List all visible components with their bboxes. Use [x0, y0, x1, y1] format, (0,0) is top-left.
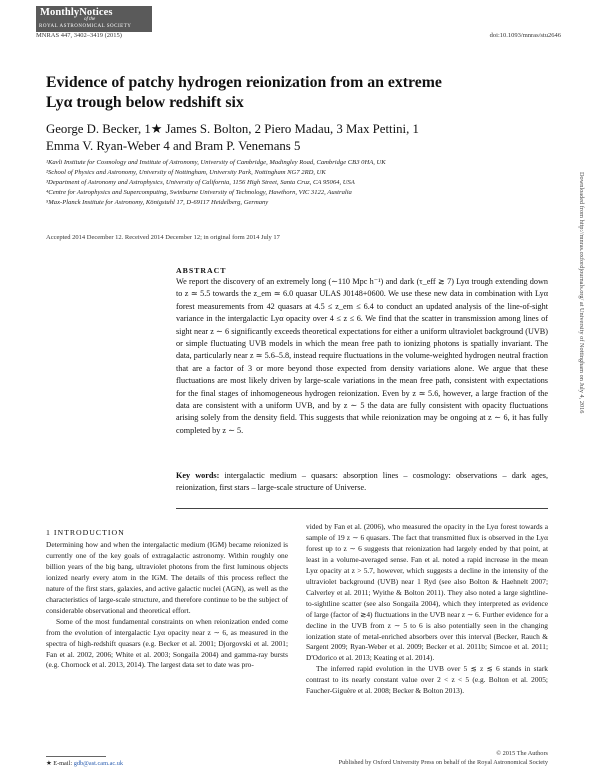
keywords-label: Key words:: [176, 471, 220, 480]
download-note-text: Downloaded from http://mnras.oxfordjournals.org/ at University of Nottingham on July 4, 2016: [578, 172, 585, 414]
keywords: [176, 470, 548, 494]
affiliation-1: ¹Kavli Institute for Cosmology and Institute of Astronomy, University of Cambridge, Madingley Road, Cambridge CB3 0HA, UK: [46, 159, 386, 166]
footnote-divider: [46, 756, 106, 757]
journal-logo-line1: MonthlyNotices: [40, 7, 113, 18]
email-link[interactable]: gdb@ast.cam.ac.uk: [73, 760, 124, 767]
affiliation-3: ³Department of Astronomy and Astrophysics, University of California, 1156 High Street, Santa Cruz, CA 95064, USA: [46, 178, 355, 186]
affiliation-5: ⁵Max-Planck Institute for Astronomy, Königstuhl 17, D-69117 Heidelberg, Germany: [46, 198, 269, 206]
author-list: [46, 121, 516, 154]
doi-link[interactable]: doi:10.1093/mnras/stu2646: [489, 32, 561, 39]
paper-title: [46, 73, 516, 113]
author-line1: George D. Becker, 1★ James S. Bolton, 2 Piero Madau, 3 Max Pettini, 1: [46, 122, 419, 136]
intro-paragraph-4: The inferred rapid evolution in the UVB over 5 ≲ z ≲ 6 stands in stark contrast to its nearly constant value over 2 < z < 5 (e.g. Bolton et al. 2005; Faucher-Giguère et al. 2008; Becker & Bolton 2013).: [306, 664, 548, 696]
accepted-dates: Accepted 2014 December 12. Received 2014 December 12; in original form 2014 July 17: [46, 234, 280, 241]
journal-logo: [36, 6, 152, 32]
journal-logo-line2: of the: [84, 17, 96, 22]
abstract-text: We report the discovery of an extremely long (∼110 Mpc h⁻¹) and dark (τ_eff ≳ 7) Lyα trough extending down to z ≃ 5.5 towards the z_em ≃ 6.0 quasar ULAS J0148+0600. We use these new data in combination with Lyα forest measurements from 42 quasars at 4.5 ≤ z_em ≤ 6.4 to conduct an updated analysis of the line-of-sight variance in the intergalactic Lyα opacity over 4 ≤ z ≤ 6. We find that the scatter in transmission among lines of sight near z ∼ 6 significantly exceeds theoretical expectations for either a uniform ultraviolet background (UVB) or simple fluctuating UVB models in which the mean free path to ionizing photons is spatially invariant. The data, particularly near z ≃ 5.6–5.8, instead require fluctuations in the volume-weighted hydrogen neutral fraction that are a factor of 3 or more beyond those expected from density variations alone. We argue that these fluctuations are most likely driven by large-scale variations in the mean free path, consistent with expectations for the final stages of inhomogeneous hydrogen reionization. Even by z ≃ 5.6, however, a large fraction of the data are consistent with a uniform UVB, and by z ∼ 5 the data are fully consistent with opacity fluctuations arising solely from the density field. This suggests that while reionization may be ongoing at z ∼ 6, it has fully completed by z ∼ 5.: [176, 277, 548, 435]
intro-paragraph-2: Some of the most fundamental constraints on when reionization ended come from the evolution of intergalactic Lyα opacity near z ∼ 6, as measured in the spectra of high-redshift quasars (e.g. Becker et al. 2001; Djorgovski et al. 2001; Fan et al. 2002, 2006; White et al. 2003; Songaila 2004) and gamma-ray bursts (e.g. Chornock et al. 2013, 2014). The largest data set to date was pro-: [46, 616, 288, 670]
author-line2: Emma V. Ryan-Weber 4 and Bram P. Venemans 5: [46, 138, 301, 153]
intro-paragraph-1: Determining how and when the intergalactic medium (IGM) became reionized is currently one of the key goals of extragalactic astronomy. Within roughly one billion years of the big bang, ultraviolet photons from the first luminous objects ionized nearly every atom in the IGM. The details of this process reflect the nature of the first stars, galaxies, and active galactic nuclei (AGN), as well as the characteristics of large-scale structure, and therefore continue to be the subject of considerable observational and theoretical effort.: [46, 540, 288, 615]
footnote-prefix: ★ E-mail:: [46, 760, 74, 767]
intro-paragraph-3: vided by Fan et al. (2006), who measured the opacity in the Lyα forest towards a sample of 19 z ∼ 6 quasars. The fact that transmitted flux is observed in the Lyα forest up to z ∼ 6 suggests that reionization had largely ended by that point, at least in a volume-averaged sense. Fan et al. noted a rapid increase in the mean Lyα opacity at z > 5.7, however, which suggests a decline in the intensity of the ultraviolet background (UVB) near 1 Ryd (see also Bolton & Haehnelt 2007; Calverley et al. 2011; Wyithe & Bolton 2011). They also noted a large sightline-to-sightline scatter (see also Songaila 2004), which they interpreted as evidence of large (factor of ≳4) fluctuations in the UVB near z ∼ 6. Further evidence for a decline in the UVB from z ∼ 5 to 6 is also potentially seen in the changing ionization state of metal-enriched absorbers over this interval (Becker, Rauch & Sargent 2009; Ryan-Weber et al. 2009; Becker et al. 2011b; Simcoe et al. 2011; D'Odorico et al. 2013; Keating et al. 2014).: [306, 522, 548, 663]
affiliations: [46, 158, 566, 208]
keywords-text: intergalactic medium – quasars: absorption lines – cosmology: observations – dark ages, reionization, first stars – large-scale structure of Universe.: [176, 471, 548, 492]
intro-left-column: [46, 540, 288, 671]
journal-citation: MNRAS 447, 3402–3419 (2015): [36, 32, 122, 39]
paper-title-line2: Lyα trough below redshift six: [46, 94, 244, 111]
download-note: [576, 172, 586, 732]
affiliation-2: ²School of Physics and Astronomy, University of Nottingham, University Park, Nottingham NG7 2RD, UK: [46, 168, 326, 176]
intro-right-column: [306, 522, 548, 697]
section-heading-introduction: 1 INTRODUCTION: [46, 528, 125, 537]
paper-title-line1: Evidence of patchy hydrogen reionization from an extreme: [46, 74, 442, 91]
footnote: [46, 760, 123, 767]
journal-logo-line3: ROYAL ASTRONOMICAL SOCIETY: [39, 24, 132, 29]
affiliation-4: ⁴Centre for Astrophysics and Supercomputing, Swinburne University of Technology, Hawthorn, VIC 3122, Australia: [46, 188, 352, 196]
copyright-line2: Published by Oxford University Press on behalf of the Royal Astronomical Society: [338, 758, 548, 766]
copyright-notice: [339, 750, 548, 767]
abstract-heading: ABSTRACT: [176, 266, 227, 275]
abstract-divider: [176, 508, 548, 509]
copyright-line1: © 2015 The Authors: [496, 750, 548, 757]
